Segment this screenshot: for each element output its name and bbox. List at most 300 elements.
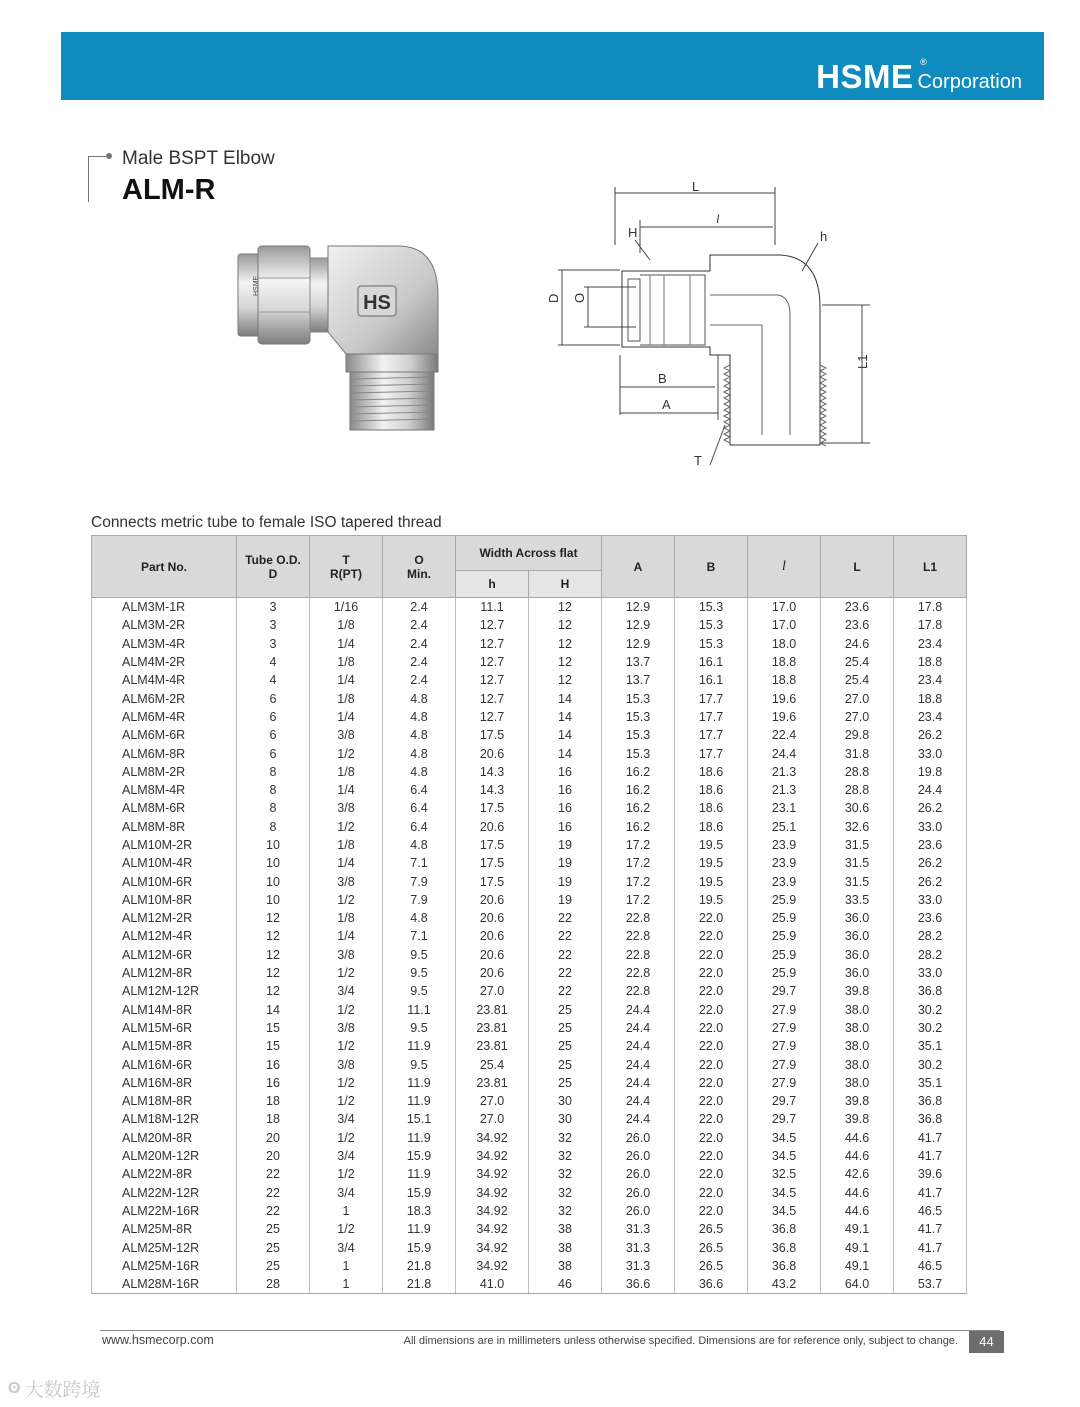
table-cell: 1/8 <box>310 689 383 707</box>
watermark <box>8 1375 100 1402</box>
table-cell: 26.2 <box>894 872 967 890</box>
table-cell: 43.2 <box>748 1275 821 1294</box>
table-cell: 36.8 <box>748 1238 821 1256</box>
table-cell: 17.2 <box>602 872 675 890</box>
table-cell: 21.3 <box>748 763 821 781</box>
table-cell: 24.4 <box>748 744 821 762</box>
part-number-cell: ALM8M-2R <box>92 763 237 781</box>
brand-corporation: Corporation <box>917 71 1022 93</box>
table-cell: 3/4 <box>310 1238 383 1256</box>
table-cell: 23.6 <box>894 909 967 927</box>
table-cell: 41.7 <box>894 1129 967 1147</box>
table-cell: 32.6 <box>821 818 894 836</box>
table-cell: 22 <box>529 964 602 982</box>
table-cell: 22 <box>529 946 602 964</box>
table-cell: 22.0 <box>675 1055 748 1073</box>
table-cell: 24.4 <box>602 1037 675 1055</box>
product-model: ALM-R <box>122 174 216 206</box>
table-cell: 23.6 <box>821 598 894 617</box>
table-cell: 31.8 <box>821 744 894 762</box>
table-cell: 36.8 <box>894 982 967 1000</box>
table-cell: 25.4 <box>456 1055 529 1073</box>
table-cell: 22.8 <box>602 909 675 927</box>
table-cell: 41.0 <box>456 1275 529 1294</box>
part-number-cell: ALM6M-2R <box>92 689 237 707</box>
table-row <box>92 1165 967 1183</box>
table-cell: 18.0 <box>748 635 821 653</box>
table-cell: 24.4 <box>602 1074 675 1092</box>
part-number-cell: ALM20M-12R <box>92 1147 237 1165</box>
table-cell: 23.6 <box>894 836 967 854</box>
table-cell: 29.8 <box>821 726 894 744</box>
table-row <box>92 854 967 872</box>
table-cell: 23.9 <box>748 872 821 890</box>
part-number-cell: ALM18M-12R <box>92 1110 237 1128</box>
table-cell: 22.0 <box>675 982 748 1000</box>
table-cell: 41.7 <box>894 1220 967 1238</box>
table-cell: 31.3 <box>602 1257 675 1275</box>
part-number-cell: ALM25M-12R <box>92 1238 237 1256</box>
table-cell: 23.1 <box>748 799 821 817</box>
table-cell: 18.6 <box>675 763 748 781</box>
table-cell: 36.6 <box>602 1275 675 1294</box>
table-row <box>92 1019 967 1037</box>
table-cell: 26.5 <box>675 1238 748 1256</box>
table-cell: 11.1 <box>456 598 529 617</box>
table-cell: 44.6 <box>821 1202 894 1220</box>
table-row <box>92 909 967 927</box>
table-cell: 15.3 <box>675 616 748 634</box>
table-cell: 39.8 <box>821 982 894 1000</box>
table-cell: 25.4 <box>821 653 894 671</box>
specification-table <box>91 535 967 1294</box>
table-cell: 3/8 <box>310 872 383 890</box>
table-cell: 18.8 <box>748 653 821 671</box>
table-cell: 4.8 <box>383 909 456 927</box>
table-cell: 14.3 <box>456 781 529 799</box>
table-cell: 27.0 <box>456 1110 529 1128</box>
col-L: L <box>821 536 894 598</box>
table-cell: 25 <box>237 1257 310 1275</box>
table-cell: 36.0 <box>821 909 894 927</box>
table-cell: 12.7 <box>456 635 529 653</box>
table-cell: 2.4 <box>383 616 456 634</box>
table-cell: 35.1 <box>894 1074 967 1092</box>
table-cell: 36.0 <box>821 964 894 982</box>
table-cell: 1/2 <box>310 818 383 836</box>
table-cell: 22.8 <box>602 964 675 982</box>
table-cell: 27.9 <box>748 1019 821 1037</box>
table-cell: 25.9 <box>748 946 821 964</box>
table-cell: 18 <box>237 1110 310 1128</box>
photo-side-text: HSME <box>253 275 260 296</box>
table-cell: 34.92 <box>456 1238 529 1256</box>
part-number-cell: ALM15M-6R <box>92 1019 237 1037</box>
table-cell: 32 <box>529 1147 602 1165</box>
table-cell: 25 <box>529 1019 602 1037</box>
table-row <box>92 982 967 1000</box>
table-cell: 11.9 <box>383 1129 456 1147</box>
table-cell: 53.7 <box>894 1275 967 1294</box>
table-row <box>92 1001 967 1019</box>
table-cell: 16 <box>529 763 602 781</box>
table-cell: 11.9 <box>383 1037 456 1055</box>
table-cell: 20.6 <box>456 909 529 927</box>
table-cell: 22.0 <box>675 964 748 982</box>
table-row <box>92 946 967 964</box>
table-cell: 30.2 <box>894 1019 967 1037</box>
table-cell: 22.0 <box>675 1092 748 1110</box>
table-cell: 17.7 <box>675 744 748 762</box>
table-cell: 2.4 <box>383 653 456 671</box>
table-cell: 19.6 <box>748 708 821 726</box>
table-cell: 17.2 <box>602 891 675 909</box>
table-cell: 3/4 <box>310 1147 383 1165</box>
table-row <box>92 616 967 634</box>
table-cell: 6.4 <box>383 781 456 799</box>
table-cell: 41.7 <box>894 1238 967 1256</box>
table-cell: 8 <box>237 781 310 799</box>
part-number-cell: ALM22M-12R <box>92 1184 237 1202</box>
dim-A: A <box>662 397 671 412</box>
table-cell: 22 <box>529 982 602 1000</box>
table-cell: 15.3 <box>602 689 675 707</box>
table-cell: 1/2 <box>310 964 383 982</box>
table-cell: 22.8 <box>602 946 675 964</box>
table-cell: 34.5 <box>748 1184 821 1202</box>
col-b: B <box>675 536 748 598</box>
table-cell: 8 <box>237 818 310 836</box>
table-cell: 1/2 <box>310 1037 383 1055</box>
table-cell: 18 <box>237 1092 310 1110</box>
table-cell: 34.92 <box>456 1165 529 1183</box>
table-cell: 11.9 <box>383 1092 456 1110</box>
table-cell: 36.0 <box>821 946 894 964</box>
table-cell: 3 <box>237 635 310 653</box>
table-cell: 22 <box>237 1184 310 1202</box>
table-cell: 27.9 <box>748 1055 821 1073</box>
table-cell: 26.2 <box>894 726 967 744</box>
table-cell: 46 <box>529 1275 602 1294</box>
table-cell: 27.9 <box>748 1037 821 1055</box>
table-cell: 17.7 <box>675 726 748 744</box>
table-cell: 1/2 <box>310 744 383 762</box>
table-cell: 4.8 <box>383 836 456 854</box>
table-cell: 22.0 <box>675 1074 748 1092</box>
part-number-cell: ALM4M-4R <box>92 671 237 689</box>
table-cell: 23.81 <box>456 1001 529 1019</box>
table-cell: 49.1 <box>821 1238 894 1256</box>
table-cell: 17.5 <box>456 854 529 872</box>
table-cell: 22.0 <box>675 1001 748 1019</box>
table-cell: 9.5 <box>383 964 456 982</box>
table-cell: 3 <box>237 616 310 634</box>
part-number-cell: ALM18M-8R <box>92 1092 237 1110</box>
table-cell: 1/2 <box>310 1092 383 1110</box>
table-cell: 19 <box>529 891 602 909</box>
table-cell: 32 <box>529 1165 602 1183</box>
table-cell: 24.4 <box>602 1055 675 1073</box>
table-cell: 12 <box>237 909 310 927</box>
table-cell: 26.0 <box>602 1147 675 1165</box>
table-cell: 24.4 <box>602 1001 675 1019</box>
table-cell: 11.9 <box>383 1074 456 1092</box>
table-cell: 11.1 <box>383 1001 456 1019</box>
table-row <box>92 763 967 781</box>
table-cell: 34.5 <box>748 1147 821 1165</box>
table-cell: 22 <box>529 909 602 927</box>
col-tube-od: Tube O.D. D <box>237 536 310 598</box>
table-cell: 10 <box>237 836 310 854</box>
table-cell: 16 <box>237 1074 310 1092</box>
table-cell: 12 <box>529 598 602 617</box>
table-row <box>92 1055 967 1073</box>
table-row <box>92 781 967 799</box>
col-o: O Min. <box>383 536 456 598</box>
table-cell: 15.3 <box>602 726 675 744</box>
table-cell: 15.3 <box>602 744 675 762</box>
table-cell: 25 <box>529 1074 602 1092</box>
table-cell: 7.1 <box>383 854 456 872</box>
table-cell: 6 <box>237 689 310 707</box>
table-cell: 1/8 <box>310 616 383 634</box>
table-cell: 12.9 <box>602 635 675 653</box>
table-cell: 4.8 <box>383 689 456 707</box>
table-cell: 16.2 <box>602 781 675 799</box>
table-cell: 3/8 <box>310 1019 383 1037</box>
table-cell: 22.0 <box>675 1184 748 1202</box>
table-cell: 22.0 <box>675 1165 748 1183</box>
table-cell: 49.1 <box>821 1257 894 1275</box>
watermark-text: 大数跨境 <box>24 1380 101 1401</box>
table-cell: 22.4 <box>748 726 821 744</box>
footer-note: All dimensions are in millimeters unless otherwise specified. Dimensions are for reference only, subject to change. <box>403 1335 958 1347</box>
table-cell: 19 <box>529 872 602 890</box>
table-cell: 26.2 <box>894 854 967 872</box>
dim-L: L <box>692 179 700 194</box>
table-cell: 3/4 <box>310 1184 383 1202</box>
table-cell: 16 <box>237 1055 310 1073</box>
table-row <box>92 744 967 762</box>
table-cell: 33.0 <box>894 818 967 836</box>
table-cell: 25.9 <box>748 927 821 945</box>
table-cell: 21.3 <box>748 781 821 799</box>
table-cell: 4.8 <box>383 744 456 762</box>
table-cell: 64.0 <box>821 1275 894 1294</box>
table-cell: 20 <box>237 1129 310 1147</box>
table-cell: 6 <box>237 744 310 762</box>
product-photo <box>228 236 443 436</box>
table-cell: 1/2 <box>310 1165 383 1183</box>
table-cell: 1/2 <box>310 1001 383 1019</box>
table-cell: 22.0 <box>675 1147 748 1165</box>
table-cell: 16.2 <box>602 818 675 836</box>
part-number-cell: ALM25M-16R <box>92 1257 237 1275</box>
table-cell: 23.4 <box>894 708 967 726</box>
table-cell: 7.9 <box>383 872 456 890</box>
title-bullet-icon <box>106 153 112 159</box>
table-cell: 3/8 <box>310 799 383 817</box>
table-cell: 27.9 <box>748 1001 821 1019</box>
table-cell: 32 <box>529 1202 602 1220</box>
table-cell: 26.5 <box>675 1220 748 1238</box>
table-cell: 10 <box>237 872 310 890</box>
table-row <box>92 1129 967 1147</box>
table-cell: 16 <box>529 818 602 836</box>
table-cell: 23.9 <box>748 836 821 854</box>
table-cell: 36.6 <box>675 1275 748 1294</box>
table-cell: 1 <box>310 1275 383 1294</box>
table-row <box>92 1184 967 1202</box>
table-cell: 14.3 <box>456 763 529 781</box>
table-cell: 25 <box>529 1055 602 1073</box>
table-cell: 13.7 <box>602 671 675 689</box>
table-cell: 20.6 <box>456 946 529 964</box>
table-cell: 22 <box>237 1165 310 1183</box>
dim-l: l <box>716 211 720 226</box>
table-cell: 22.0 <box>675 909 748 927</box>
table-cell: 25.9 <box>748 909 821 927</box>
table-cell: 18.8 <box>748 671 821 689</box>
table-cell: 18.8 <box>894 653 967 671</box>
table-cell: 26.0 <box>602 1165 675 1183</box>
title-leader <box>88 156 108 157</box>
table-row <box>92 1220 967 1238</box>
table-cell: 3/4 <box>310 1110 383 1128</box>
part-number-cell: ALM22M-16R <box>92 1202 237 1220</box>
part-number-cell: ALM10M-2R <box>92 836 237 854</box>
table-cell: 12.9 <box>602 598 675 617</box>
table-cell: 12 <box>237 946 310 964</box>
table-cell: 23.4 <box>894 635 967 653</box>
part-number-cell: ALM12M-8R <box>92 964 237 982</box>
part-number-cell: ALM6M-6R <box>92 726 237 744</box>
table-cell: 19.5 <box>675 872 748 890</box>
table-cell: 7.9 <box>383 891 456 909</box>
part-number-cell: ALM16M-8R <box>92 1074 237 1092</box>
table-cell: 32 <box>529 1129 602 1147</box>
table-cell: 27.0 <box>821 708 894 726</box>
part-number-cell: ALM12M-6R <box>92 946 237 964</box>
table-cell: 17.2 <box>602 836 675 854</box>
table-cell: 12 <box>529 616 602 634</box>
table-cell: 8 <box>237 799 310 817</box>
part-number-cell: ALM16M-6R <box>92 1055 237 1073</box>
dim-B: B <box>658 371 667 386</box>
table-cell: 15.3 <box>675 635 748 653</box>
part-number-cell: ALM20M-8R <box>92 1129 237 1147</box>
table-cell: 16.1 <box>675 671 748 689</box>
table-cell: 6 <box>237 708 310 726</box>
table-cell: 23.9 <box>748 854 821 872</box>
table-cell: 12.9 <box>602 616 675 634</box>
table-cell: 12 <box>529 671 602 689</box>
table-cell: 17.8 <box>894 598 967 617</box>
table-cell: 27.0 <box>456 982 529 1000</box>
table-cell: 24.6 <box>821 635 894 653</box>
table-row <box>92 836 967 854</box>
table-cell: 22.0 <box>675 946 748 964</box>
table-cell: 22.0 <box>675 1110 748 1128</box>
part-number-cell: ALM12M-2R <box>92 909 237 927</box>
table-cell: 46.5 <box>894 1257 967 1275</box>
part-number-cell: ALM8M-4R <box>92 781 237 799</box>
part-number-cell: ALM14M-8R <box>92 1001 237 1019</box>
table-cell: 19.6 <box>748 689 821 707</box>
table-cell: 3/8 <box>310 1055 383 1073</box>
table-cell: 1/16 <box>310 598 383 617</box>
table-cell: 9.5 <box>383 1055 456 1073</box>
table-cell: 17.7 <box>675 708 748 726</box>
col-width-across-flat: Width Across flat <box>456 536 602 571</box>
table-cell: 4.8 <box>383 726 456 744</box>
table-cell: 1/8 <box>310 763 383 781</box>
part-number-cell: ALM25M-8R <box>92 1220 237 1238</box>
table-cell: 22.8 <box>602 982 675 1000</box>
table-cell: 30 <box>529 1110 602 1128</box>
table-cell: 22.0 <box>675 1202 748 1220</box>
table-cell: 31.3 <box>602 1238 675 1256</box>
table-cell: 9.5 <box>383 982 456 1000</box>
part-number-cell: ALM6M-4R <box>92 708 237 726</box>
footer-url: www.hsmecorp.com <box>102 1333 214 1347</box>
table-cell: 14 <box>237 1001 310 1019</box>
table-cell: 33.0 <box>894 964 967 982</box>
table-cell: 33.0 <box>894 891 967 909</box>
table-cell: 1/2 <box>310 1129 383 1147</box>
table-cell: 10 <box>237 854 310 872</box>
table-cell: 24.4 <box>602 1019 675 1037</box>
table-cell: 12.7 <box>456 616 529 634</box>
table-cell: 25.1 <box>748 818 821 836</box>
table-cell: 26.2 <box>894 799 967 817</box>
part-number-cell: ALM10M-6R <box>92 872 237 890</box>
table-cell: 25.4 <box>821 671 894 689</box>
table-row <box>92 964 967 982</box>
table-cell: 17.2 <box>602 854 675 872</box>
table-cell: 12 <box>529 635 602 653</box>
table-cell: 15.3 <box>602 708 675 726</box>
table-cell: 12.7 <box>456 708 529 726</box>
table-cell: 22.0 <box>675 1019 748 1037</box>
table-cell: 19.5 <box>675 836 748 854</box>
table-cell: 24.4 <box>894 781 967 799</box>
table-cell: 20.6 <box>456 891 529 909</box>
table-cell: 12.7 <box>456 689 529 707</box>
table-cell: 34.92 <box>456 1220 529 1238</box>
table-cell: 28 <box>237 1275 310 1294</box>
col-a: A <box>602 536 675 598</box>
table-cell: 14 <box>529 726 602 744</box>
table-row <box>92 1110 967 1128</box>
table-cell: 38.0 <box>821 1019 894 1037</box>
table-cell: 34.92 <box>456 1184 529 1202</box>
brand-logo <box>816 57 1022 95</box>
table-cell: 36.8 <box>748 1220 821 1238</box>
dim-O: O <box>572 292 587 303</box>
table-cell: 15 <box>237 1037 310 1055</box>
table-cell: 31.5 <box>821 854 894 872</box>
dim-h: h <box>820 229 828 244</box>
table-cell: 36.8 <box>894 1092 967 1110</box>
table-cell: 25 <box>529 1037 602 1055</box>
table-cell: 25.9 <box>748 891 821 909</box>
table-cell: 35.1 <box>894 1037 967 1055</box>
table-row <box>92 818 967 836</box>
table-cell: 49.1 <box>821 1220 894 1238</box>
table-cell: 18.6 <box>675 818 748 836</box>
table-cell: 17.5 <box>456 726 529 744</box>
